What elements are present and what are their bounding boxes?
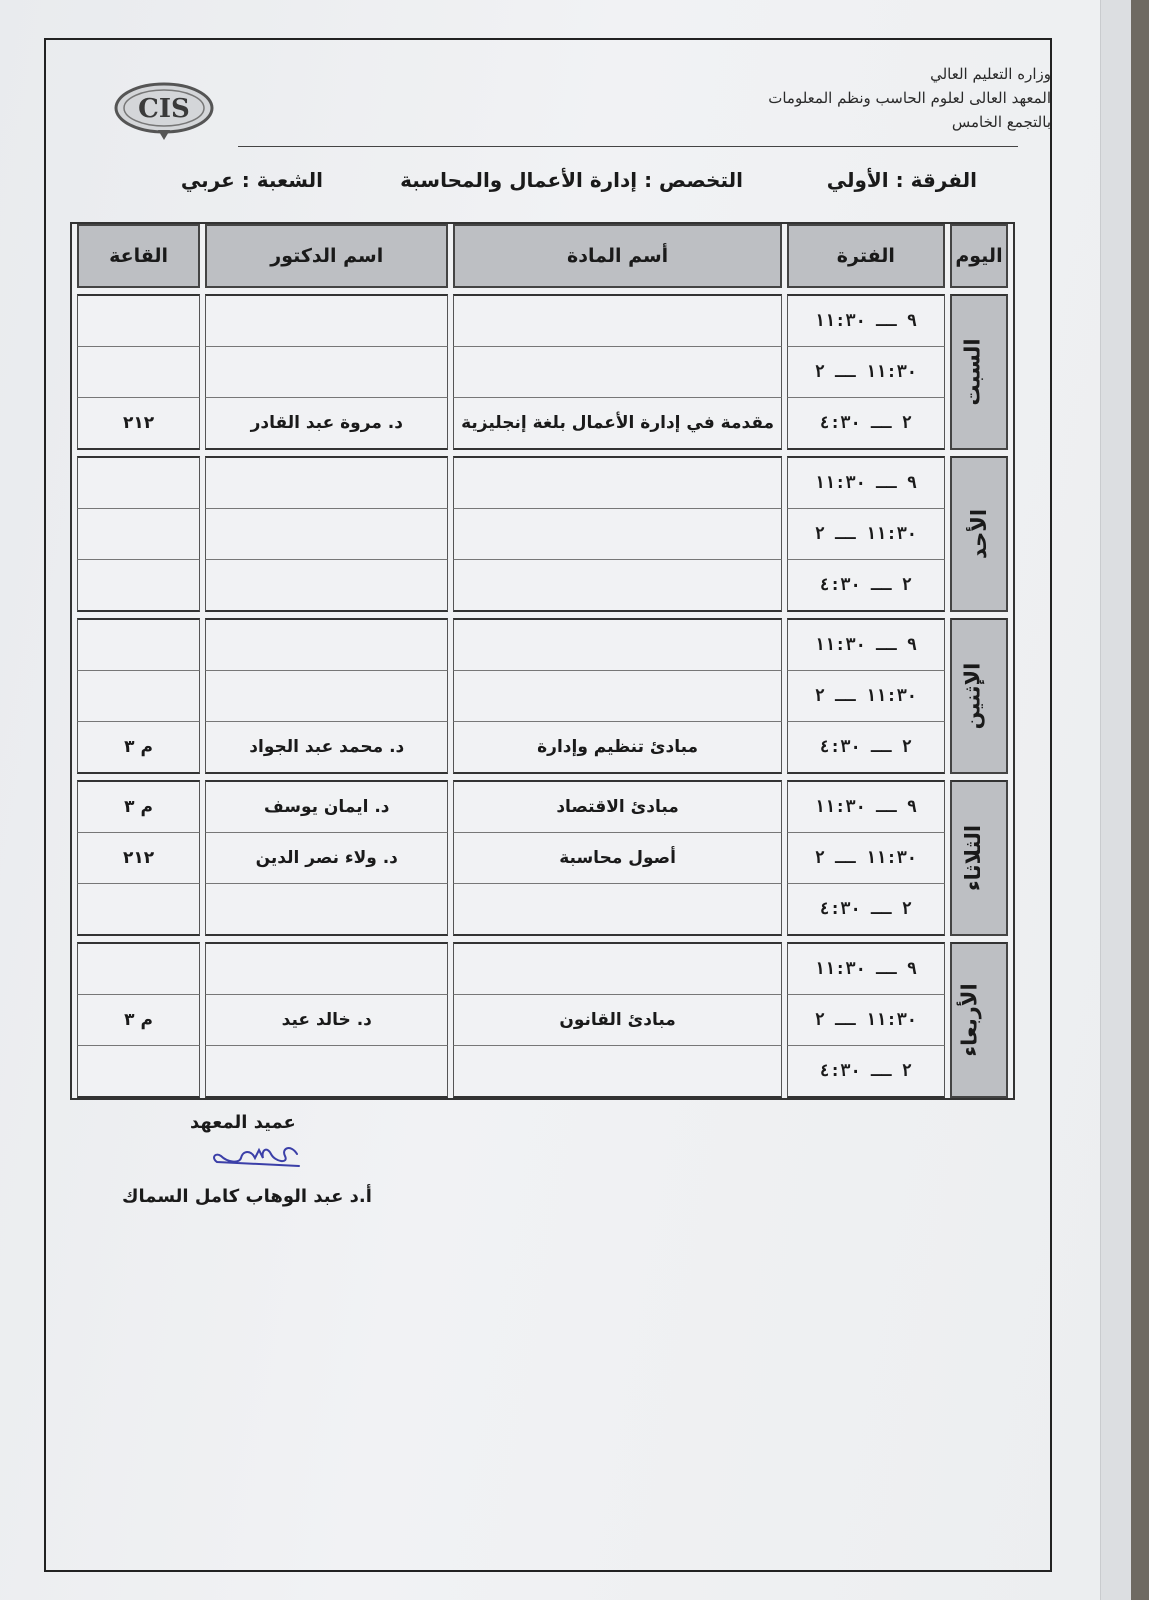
header-doctor: اسم الدكتور	[205, 224, 448, 288]
doctor-cell	[205, 1046, 448, 1098]
table-row	[77, 671, 1008, 722]
subject-cell: مبادئ تنظيم وإدارة	[453, 722, 781, 774]
subject-cell	[453, 942, 781, 995]
underlying-sheet	[1100, 0, 1131, 1600]
doctor-cell: د. مروة عبد القادر	[205, 398, 448, 450]
table-row	[77, 398, 1008, 450]
doctor-cell	[205, 884, 448, 936]
doctor-cell	[205, 942, 448, 995]
period-cell: ٢ ــ ٤:٣٠	[787, 1046, 945, 1098]
table-row	[77, 347, 1008, 398]
room-cell: ٢١٢	[77, 833, 200, 884]
period-cell: ٢ ــ ٤:٣٠	[787, 560, 945, 612]
table-row	[77, 294, 1008, 347]
period-cell: ٢ ــ ٤:٣٠	[787, 884, 945, 936]
doctor-cell: د. محمد عبد الجواد	[205, 722, 448, 774]
table-row	[77, 722, 1008, 774]
doctor-cell	[205, 456, 448, 509]
room-cell	[77, 294, 200, 347]
subject-cell: أصول محاسبة	[453, 833, 781, 884]
room-cell	[77, 671, 200, 722]
doctor-cell: د. ولاء نصر الدين	[205, 833, 448, 884]
period-cell: ٩ ــ ١١:٣٠	[787, 456, 945, 509]
room-cell	[77, 1046, 200, 1098]
doctor-cell	[205, 560, 448, 612]
table-row	[77, 833, 1008, 884]
dean-signature	[205, 1140, 305, 1174]
doctor-cell: د. خالد عيد	[205, 995, 448, 1046]
period-cell: ١١:٣٠ ــ ٢	[787, 995, 945, 1046]
room-cell: م ٣	[77, 995, 200, 1046]
room-cell	[77, 509, 200, 560]
division-label: الشعبة : عربي	[180, 168, 323, 192]
room-cell: م ٣	[77, 780, 200, 833]
subject-cell	[453, 1046, 781, 1098]
doctor-cell	[205, 509, 448, 560]
day-cell: الأربعاء	[950, 942, 1008, 1098]
doctor-cell: د. ايمان يوسف	[205, 780, 448, 833]
subject-cell: مبادئ القانون	[453, 995, 781, 1046]
table-row	[77, 942, 1008, 995]
subject-cell	[453, 456, 781, 509]
header-period: الفترة	[787, 224, 945, 288]
year-label: الفرقة : الأولي	[826, 168, 977, 192]
room-cell: ٢١٢	[77, 398, 200, 450]
table-row	[77, 1046, 1008, 1098]
header-subject: أسم المادة	[453, 224, 781, 288]
subject-cell	[453, 509, 781, 560]
schedule-body	[77, 294, 1008, 1098]
cis-logo-icon	[112, 80, 216, 142]
doctor-cell	[205, 347, 448, 398]
header-divider	[238, 146, 1018, 147]
subject-cell	[453, 560, 781, 612]
table-row	[77, 995, 1008, 1046]
header-room: القاعة	[77, 224, 200, 288]
svg-text:CIS: CIS	[138, 94, 190, 124]
period-cell: ١١:٣٠ ــ ٢	[787, 671, 945, 722]
day-cell: الإثنين	[950, 618, 1008, 774]
ministry-line: وزاره التعليم العالي	[930, 65, 1051, 83]
day-cell: الأحد	[950, 456, 1008, 612]
major-label: التخصص : إدارة الأعمال والمحاسبة	[400, 168, 743, 192]
table-row	[77, 560, 1008, 612]
period-cell: ٢ ــ ٤:٣٠	[787, 398, 945, 450]
schedule-table	[70, 222, 1015, 1100]
header-row	[77, 224, 1008, 288]
room-cell	[77, 560, 200, 612]
period-cell: ٩ ــ ١١:٣٠	[787, 942, 945, 995]
doctor-cell	[205, 618, 448, 671]
day-cell: الثلاثاء	[950, 780, 1008, 936]
subject-cell	[453, 671, 781, 722]
room-cell	[77, 347, 200, 398]
dean-name: أ.د عبد الوهاب كامل السماك	[122, 1186, 372, 1207]
header-day: اليوم	[950, 224, 1008, 288]
doctor-cell	[205, 294, 448, 347]
period-cell: ١١:٣٠ ــ ٢	[787, 347, 945, 398]
subject-cell	[453, 347, 781, 398]
table-row	[77, 618, 1008, 671]
room-cell	[77, 456, 200, 509]
dean-title: عميد المعهد	[190, 1112, 296, 1133]
period-cell: ٩ ــ ١١:٣٠	[787, 294, 945, 347]
table-row	[77, 456, 1008, 509]
subject-cell	[453, 618, 781, 671]
day-cell: السبت	[950, 294, 1008, 450]
subject-cell: مقدمة في إدارة الأعمال بلغة إنجليزية	[453, 398, 781, 450]
location-line: بالتجمع الخامس	[951, 113, 1051, 131]
period-cell: ١١:٣٠ ــ ٢	[787, 509, 945, 560]
room-cell: م ٣	[77, 722, 200, 774]
table-row	[77, 509, 1008, 560]
institution-header	[768, 62, 1051, 134]
room-cell	[77, 618, 200, 671]
period-cell: ٢ ــ ٤:٣٠	[787, 722, 945, 774]
period-cell: ١١:٣٠ ــ ٢	[787, 833, 945, 884]
subject-cell: مبادئ الاقتصاد	[453, 780, 781, 833]
table-row	[77, 884, 1008, 936]
subject-cell	[453, 884, 781, 936]
period-cell: ٩ ــ ١١:٣٠	[787, 618, 945, 671]
subject-cell	[453, 294, 781, 347]
room-cell	[77, 942, 200, 995]
table-row	[77, 780, 1008, 833]
institute-line: المعهد العالى لعلوم الحاسب ونظم المعلومات	[768, 89, 1051, 107]
period-cell: ٩ ــ ١١:٣٠	[787, 780, 945, 833]
room-cell	[77, 884, 200, 936]
doctor-cell	[205, 671, 448, 722]
